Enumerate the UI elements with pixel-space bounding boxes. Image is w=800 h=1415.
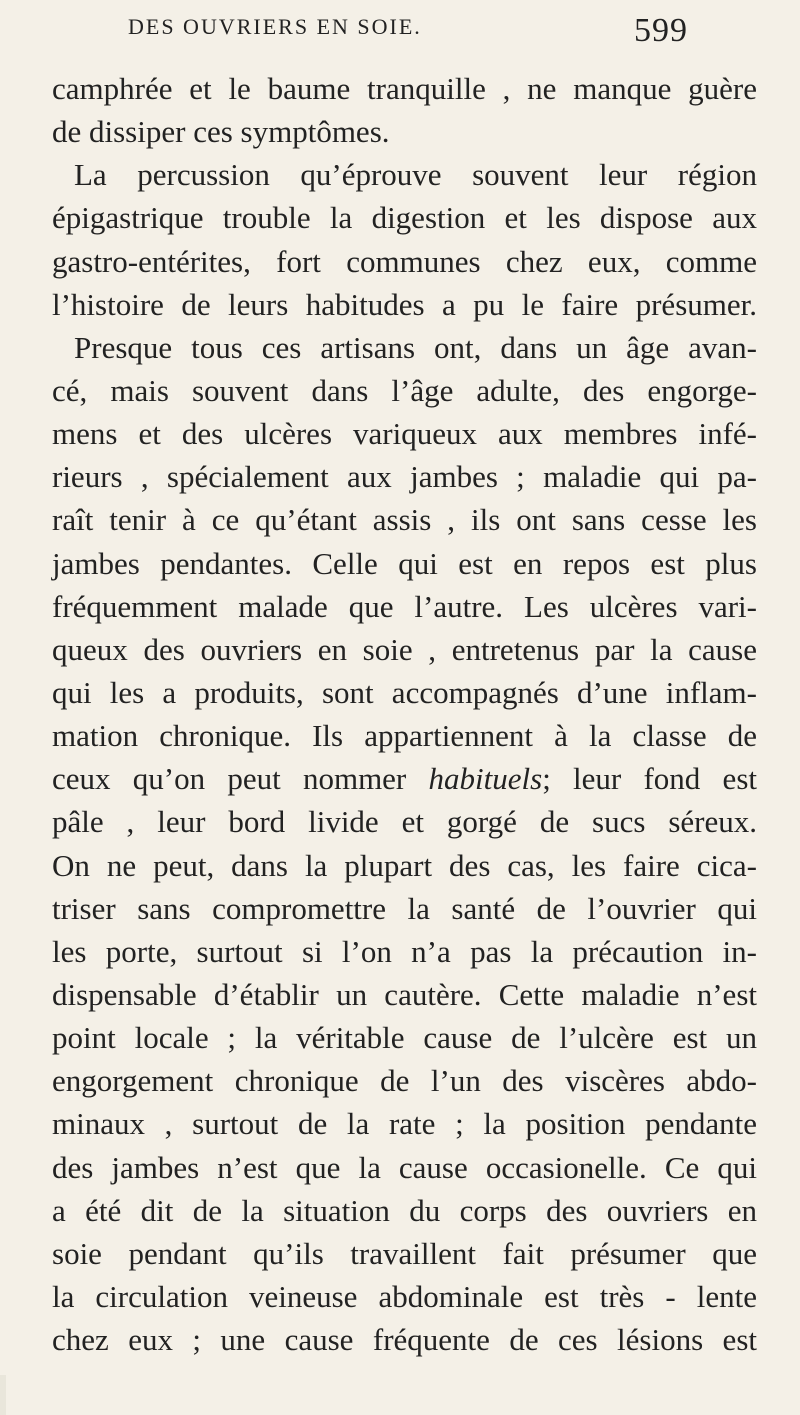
text-line: fréquemment malade que l’autre. Les ulcères vari- bbox=[52, 588, 757, 624]
italic-term: habituels bbox=[428, 761, 543, 797]
text-line: qui les a produits, sont accompagnés d’une inflam- bbox=[52, 674, 757, 710]
text-line: mens et des ulcères variqueux aux membres infé- bbox=[52, 416, 757, 452]
text-line-with-italic bbox=[52, 757, 757, 800]
text-line: On ne peut, dans la plupart des cas, les faire cica- bbox=[52, 847, 757, 883]
text-line: soie pendant qu’ils travaillent fait présumer que bbox=[52, 1235, 757, 1271]
text-line: queux des ouvriers en soie , entretenus par la cause bbox=[52, 631, 757, 667]
text-line: engorgement chronique de l’un des viscères abdo- bbox=[52, 1063, 757, 1099]
text-line: La percussion qu’éprouve souvent leur région bbox=[74, 157, 757, 193]
text-line: gastro-entérites, fort communes chez eux, comme bbox=[52, 243, 757, 279]
page-number: 599 bbox=[634, 12, 688, 49]
text-line: des jambes n’est que la cause occasionelle. Ce qui bbox=[52, 1149, 757, 1185]
running-head bbox=[128, 14, 688, 62]
body-text bbox=[52, 67, 757, 1361]
page-edge-mark bbox=[0, 1375, 6, 1415]
text-line: camphrée et le baume tranquille , ne manque guère bbox=[52, 71, 757, 106]
text-line: dispensable d’établir un cautère. Cette maladie n’est bbox=[52, 976, 757, 1012]
text-segment: ; leur fond est bbox=[542, 761, 757, 797]
text-line: épigastrique trouble la digestion et les dispose aux bbox=[52, 200, 757, 236]
text-line: l’histoire de leurs habitudes a pu le faire présumer. bbox=[52, 286, 757, 322]
text-line: triser sans compromettre la santé de l’ouvrier qui bbox=[52, 890, 757, 926]
text-line: cé, mais souvent dans l’âge adulte, des engorge- bbox=[52, 372, 757, 408]
text-line: les porte, surtout si l’on n’a pas la précaution in- bbox=[52, 933, 757, 969]
text-line: chez eux ; une cause fréquente de ces lésions est bbox=[52, 1322, 757, 1358]
text-line: Presque tous ces artisans ont, dans un âge avan- bbox=[74, 329, 757, 365]
text-line: raît tenir à ce qu’étant assis , ils ont sans cesse les bbox=[52, 502, 757, 538]
text-line: a été dit de la situation du corps des ouvriers en bbox=[52, 1192, 757, 1228]
text-line: pâle , leur bord livide et gorgé de sucs séreux. bbox=[52, 804, 757, 840]
running-title: DES OUVRIERS EN SOIE. bbox=[128, 14, 422, 39]
text-line: point locale ; la véritable cause de l’ulcère est un bbox=[52, 1020, 757, 1056]
text-segment: ceux qu’on peut nommer bbox=[52, 761, 429, 797]
text-line: la circulation veineuse abdominale est très - lente bbox=[52, 1278, 757, 1314]
text-line: de dissiper ces symptômes. bbox=[52, 114, 390, 150]
text-line: minaux , surtout de la rate ; la position pendante bbox=[52, 1106, 757, 1142]
text-line: mation chronique. Ils appartiennent à la classe de bbox=[52, 718, 757, 754]
text-line: jambes pendantes. Celle qui est en repos est plus bbox=[52, 545, 757, 581]
text-line: rieurs , spécialement aux jambes ; maladie qui pa- bbox=[52, 459, 757, 495]
